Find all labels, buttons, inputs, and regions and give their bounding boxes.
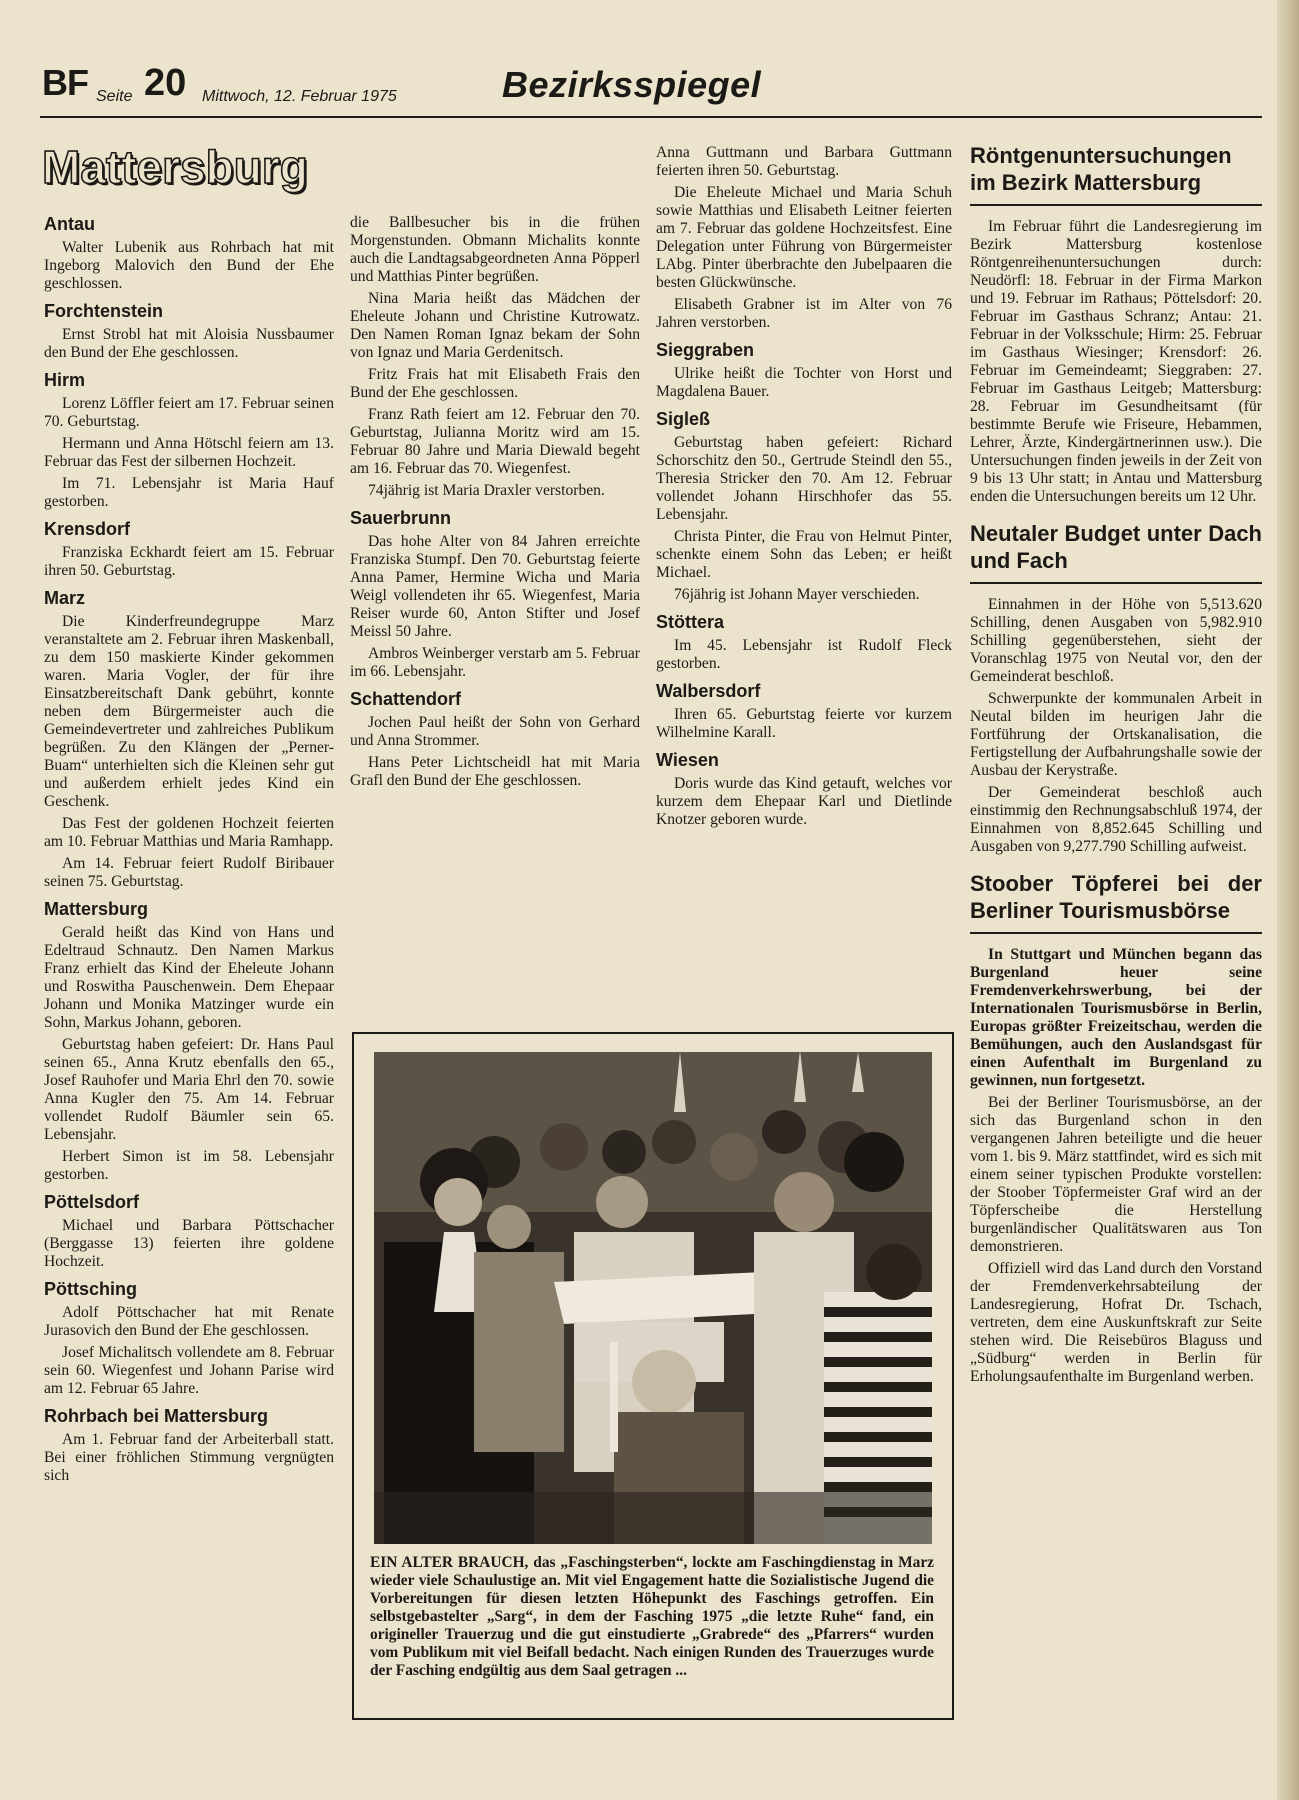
headline-rule [970, 932, 1262, 934]
news-paragraph: Am 1. Februar fand der Arbeiterball statt. Bei einer fröhlichen Stimmung vergnügten sich [44, 1431, 334, 1484]
locality-heading: Forchtenstein [44, 301, 164, 321]
news-paragraph: Geburtstag haben gefeiert: Richard Schorschitz den 50., Gertrude Steindl den 55., Theresia Stricker den 70. Am 12. Februar vollendet Johann Hirschhofer das 55. Lebensjahr. [656, 434, 952, 523]
locality-heading: Sigleß [656, 409, 711, 429]
news-paragraph: Am 14. Februar feiert Rudolf Biribauer seinen 75. Geburtstag. [44, 855, 334, 890]
locality-heading: Schattendorf [350, 689, 462, 709]
news-paragraph: Im 71. Lebensjahr ist Maria Hauf gestorben. [44, 475, 334, 510]
photo-caption: EIN ALTER BRAUCH, das „Faschingsterben“, lockte am Faschingdienstag in Marz wieder viele Schaulustige an. Mit viel Engagement hatte die Sozialistische Jugend die Vorbereitungen für diesen letzten Höhepunkt des Faschings getroffen. Ein selbstgebastelter „Sarg“, in dem der Fasching 1975 „die letzte Ruhe“ fand, ein origineller Trauerzug und die gut einstudierte „Grabrede“ des „Pfarrers“ wurden vom Publikum mit viel Beifall bedacht. Nach einigen Runden des Trauerzuges wurde der Fasching endgültig aus dem Saal getragen ... [370, 1554, 934, 1679]
news-paragraph: Franziska Eckhardt feiert am 15. Februar ihren 50. Geburtstag. [44, 544, 334, 579]
locality-heading: Stöttera [656, 612, 725, 632]
news-paragraph: Das Fest der goldenen Hochzeit feierten am 10. Februar Matthias und Maria Ramhapp. [44, 815, 334, 850]
masthead [42, 60, 1262, 116]
news-paragraph: Michael und Barbara Pöttschacher (Berggasse 13) feierten ihre goldene Hochzeit. [44, 1217, 334, 1270]
locality-heading: Krensdorf [44, 519, 131, 539]
column-3 [656, 144, 952, 833]
locality-heading: Rohrbach bei Mattersburg [44, 1406, 269, 1426]
news-paragraph: Hans Peter Lichtscheidl hat mit Maria Grafl den Bund der Ehe geschlossen. [350, 754, 640, 789]
news-paragraph: Fritz Frais hat mit Elisabeth Frais den Bund der Ehe geschlossen. [350, 366, 640, 401]
locality-heading: Sauerbrunn [350, 508, 452, 528]
locality-heading: Marz [44, 588, 86, 608]
section-title: Bezirksspiegel [502, 64, 762, 105]
article-paragraph: Offiziell wird das Land durch den Vorstand der Fremdenverkehrsabteilung der Landesregierung, Hofrat Dr. Tschach, vertreten, dem eine Auskunftskraft zur Seite stehen wird. Die Reisebüros Blaguss und „Südburg“ werden in Berlin für Erholungsaufenthalte im Burgenland werben. [970, 1260, 1262, 1385]
logo: BF [42, 62, 88, 103]
masthead-rule [40, 116, 1262, 118]
news-paragraph: Ambros Weinberger verstarb am 5. Februar im 66. Lebensjahr. [350, 645, 640, 680]
news-paragraph: Ernst Strobl hat mit Aloisia Nussbaumer den Bund der Ehe geschlossen. [44, 326, 334, 361]
headline-rule [970, 204, 1262, 206]
news-paragraph: Hermann und Anna Hötschl feiern am 13. Februar das Fest der silbernen Hochzeit. [44, 435, 334, 470]
issue-date: Mittwoch, 12. Februar 1975 [202, 88, 397, 105]
news-paragraph: Josef Michalitsch vollendete am 8. Februar sein 60. Wiegenfest und Johann Parise wird am 12. Februar 65 Jahre. [44, 1344, 334, 1397]
news-paragraph: Adolf Pöttschacher hat mit Renate Jurasovich den Bund der Ehe geschlossen. [44, 1304, 334, 1339]
news-paragraph: Christa Pinter, die Frau von Helmut Pinter, schenkte einem Sohn das Leben; er heißt Michael. [656, 528, 952, 581]
region-title: Mattersburg [42, 141, 308, 193]
carnival-photo [374, 1052, 932, 1544]
article-paragraph: Bei der Berliner Tourismusbörse, an der sich das Burgenland schon in den vergangenen Jahren beteiligte und die heuer vom 1. bis 9. März stattfindet, wird es sich mit einem seiner typischen Produkte vorstellen: der Stoober Töpfermeister Graf wird an der Töpferscheibe die Herstellung burgenländischer Qualitätswaren aus Ton demonstrieren. [970, 1094, 1262, 1255]
news-paragraph: Die Kinderfreundegruppe Marz veranstaltete am 2. Februar ihren Maskenball, zu dem 150 maskierte Kinder gekommen waren. Maria Vogler, der für ihre Einsatzbereitschaft Dank gebührt, konnte neben dem Bürgermeister auch die Gemeindevertreter und zahlreiches Publikum begrüßen. Zu den Klängen der „Perner-Buam“ unterhielten sich die Kleinen sehr gut und außerdem erhielt jedes Kind ein Geschenk. [44, 613, 334, 810]
news-paragraph: 76jährig ist Johann Mayer verschieden. [674, 586, 920, 603]
locality-heading: Pöttelsdorf [44, 1192, 140, 1212]
locality-heading: Sieggraben [656, 340, 755, 360]
news-paragraph: Franz Rath feiert am 12. Februar den 70. Geburtstag, Julianna Moritz wird am 15. Februar 80 Jahre und Maria Diewald begeht am 16. Februar das 70. Wiegenfest. [350, 406, 640, 477]
article-headline: Stoober Töpferei bei der Berliner Tourismusbörse [970, 871, 1262, 923]
page-number: 20 [144, 62, 187, 104]
locality-heading: Mattersburg [44, 899, 149, 919]
article-headline: Röntgenuntersuchungen im Bezirk Mattersburg [970, 143, 1232, 195]
news-paragraph: Im 45. Lebensjahr ist Rudolf Fleck gestorben. [656, 637, 952, 672]
column-1 [44, 214, 334, 1489]
news-paragraph: Doris wurde das Kind getauft, welches vor kurzem dem Ehepaar Karl und Dietlinde Knotzer geboren wurde. [656, 775, 952, 828]
news-paragraph: Walter Lubenik aus Rohrbach hat mit Ingeborg Malovich den Bund der Ehe geschlossen. [44, 239, 334, 292]
news-paragraph: Anna Guttmann und Barbara Guttmann feierten ihren 50. Geburtstag. [656, 144, 952, 179]
locality-heading: Hirm [44, 370, 86, 390]
headline-rule [970, 582, 1262, 584]
article-paragraph: Im Februar führt die Landesregierung im Bezirk Mattersburg kostenlose Röntgenreihenuntersuchungen durch: Neudörfl: 18. Februar in der Firma Markon und 19. Februar im Rathaus; Pöttelsdorf: 20. Februar im Gasthaus Schranz; Antau: 21. Februar in der Volksschule; Hirm: 25. Februar im Gasthaus Wiesinger; Krensdorf: 26. Februar im Gemeindeamt; Sieggraben: 27. Februar im Gasthaus Leitgeb; Mattersburg: 28. Februar im Gesundheitsamt (für bestimmte Berufe wie Friseure, Hebammen, Lehrer, Ärzte, Kindergärtnerinnen usw.). Die Untersuchungen finden jeweils in der Zeit von 9 bis 13 Uhr statt; in Antau und Mattersburg enden die Untersuchungen bereits um 12 Uhr. [970, 218, 1262, 505]
news-paragraph: Lorenz Löffler feiert am 17. Februar seinen 70. Geburtstag. [44, 395, 334, 430]
column-4 [970, 142, 1262, 1390]
news-paragraph: Gerald heißt das Kind von Hans und Edeltraud Schnautz. Den Namen Markus Franz erhielt das Kind der Eheleute Johann und Roswitha Pauschenwein. Dem Ehepaar Johann und Monika Matzinger wurde ein Sohn, Markus Johann, geboren. [44, 924, 334, 1031]
news-paragraph: Herbert Simon ist im 58. Lebensjahr gestorben. [44, 1148, 334, 1183]
column-2 [350, 214, 640, 794]
news-paragraph: die Ballbesucher bis in die frühen Morgenstunden. Obmann Michalits konnte auch die Landtagsabgeordneten Anna Pöpperl und Matthias Pinter begrüßen. [350, 214, 640, 285]
article-headline: Neutaler Budget unter Dach und Fach [970, 521, 1262, 573]
page-spine [1277, 0, 1299, 1800]
news-paragraph: Die Eheleute Michael und Maria Schuh sowie Matthias und Elisabeth Leitner feierten am 7. Februar das goldene Hochzeitsfest. Eine Delegation unter Führung von Bürgermeister LAbg. Pinter überbrachte den Jubelpaaren die besten Glückwünsche. [656, 184, 952, 291]
news-paragraph: Ulrike heißt die Tochter von Horst und Magdalena Bauer. [656, 365, 952, 400]
news-paragraph: Ihren 65. Geburtstag feierte vor kurzem Wilhelmine Karall. [656, 706, 952, 741]
seite-label: Seite [96, 88, 133, 105]
article-paragraph: Schwerpunkte der kommunalen Arbeit in Neutal bilden im heurigen Jahr die Fortführung der Ortskanalisation, die Fertigstellung der Aufbahrungshalle sowie der Ausbau der Kerystraße. [970, 690, 1262, 779]
locality-heading: Wiesen [656, 750, 719, 770]
locality-heading: Antau [44, 214, 95, 234]
photo-box [352, 1032, 954, 1720]
news-paragraph: Nina Maria heißt das Mädchen der Eheleute Johann und Christine Kutrowatz. Den Namen Roman Ignaz bekam der Sohn von Ignaz und Maria Gerdenitsch. [350, 290, 640, 361]
locality-heading: Pöttsching [44, 1279, 137, 1299]
article-paragraph: Einnahmen in der Höhe von 5,513.620 Schilling, denen Ausgaben von 5,982.910 Schilling gegenüberstehen, sieht der Voranschlag 1975 von Neutal vor, den der Gemeinderat beschloß. [970, 596, 1262, 685]
news-paragraph: Jochen Paul heißt der Sohn von Gerhard und Anna Strommer. [350, 714, 640, 749]
locality-heading: Walbersdorf [656, 681, 761, 701]
news-paragraph: Das hohe Alter von 84 Jahren erreichte Franziska Stumpf. Den 70. Geburtstag feierte Anna Pamer, Hermine Wicha und Maria Weigl vollendeten ihr 65. Wiegenfest, Maria Reiser wurde 60, Anton Stifter und Josef Meissl 50 Jahre. [350, 533, 640, 640]
news-paragraph: Elisabeth Grabner ist im Alter von 76 Jahren verstorben. [656, 296, 952, 331]
news-paragraph: 74jährig ist Maria Draxler verstorben. [368, 482, 605, 499]
news-paragraph: Geburtstag haben gefeiert: Dr. Hans Paul seinen 65., Anna Krutz ebenfalls den 65., Josef Rauhofer und Maria Ehrl den 70. sowie Anna Kugler den 75. Am 14. Februar vollendet Rudolf Bäumler sein 65. Lebensjahr. [44, 1036, 334, 1143]
article-paragraph: Der Gemeinderat beschloß auch einstimmig den Rechnungsabschluß 1974, der Einnahmen von 8,852.645 Schilling und Ausgaben von 9,277.790 Schilling aufweist. [970, 784, 1262, 855]
article-lead: In Stuttgart und München begann das Burgenland heuer seine Fremdenverkehrswerbung, bei der Internationalen Tourismusbörse in Berlin, Europas größter Freizeitschau, werden die Bemühungen, auch den Auslandsgast für einen Aufenthalt im Burgenland zu gewinnen, nun fortgesetzt. [970, 946, 1262, 1089]
